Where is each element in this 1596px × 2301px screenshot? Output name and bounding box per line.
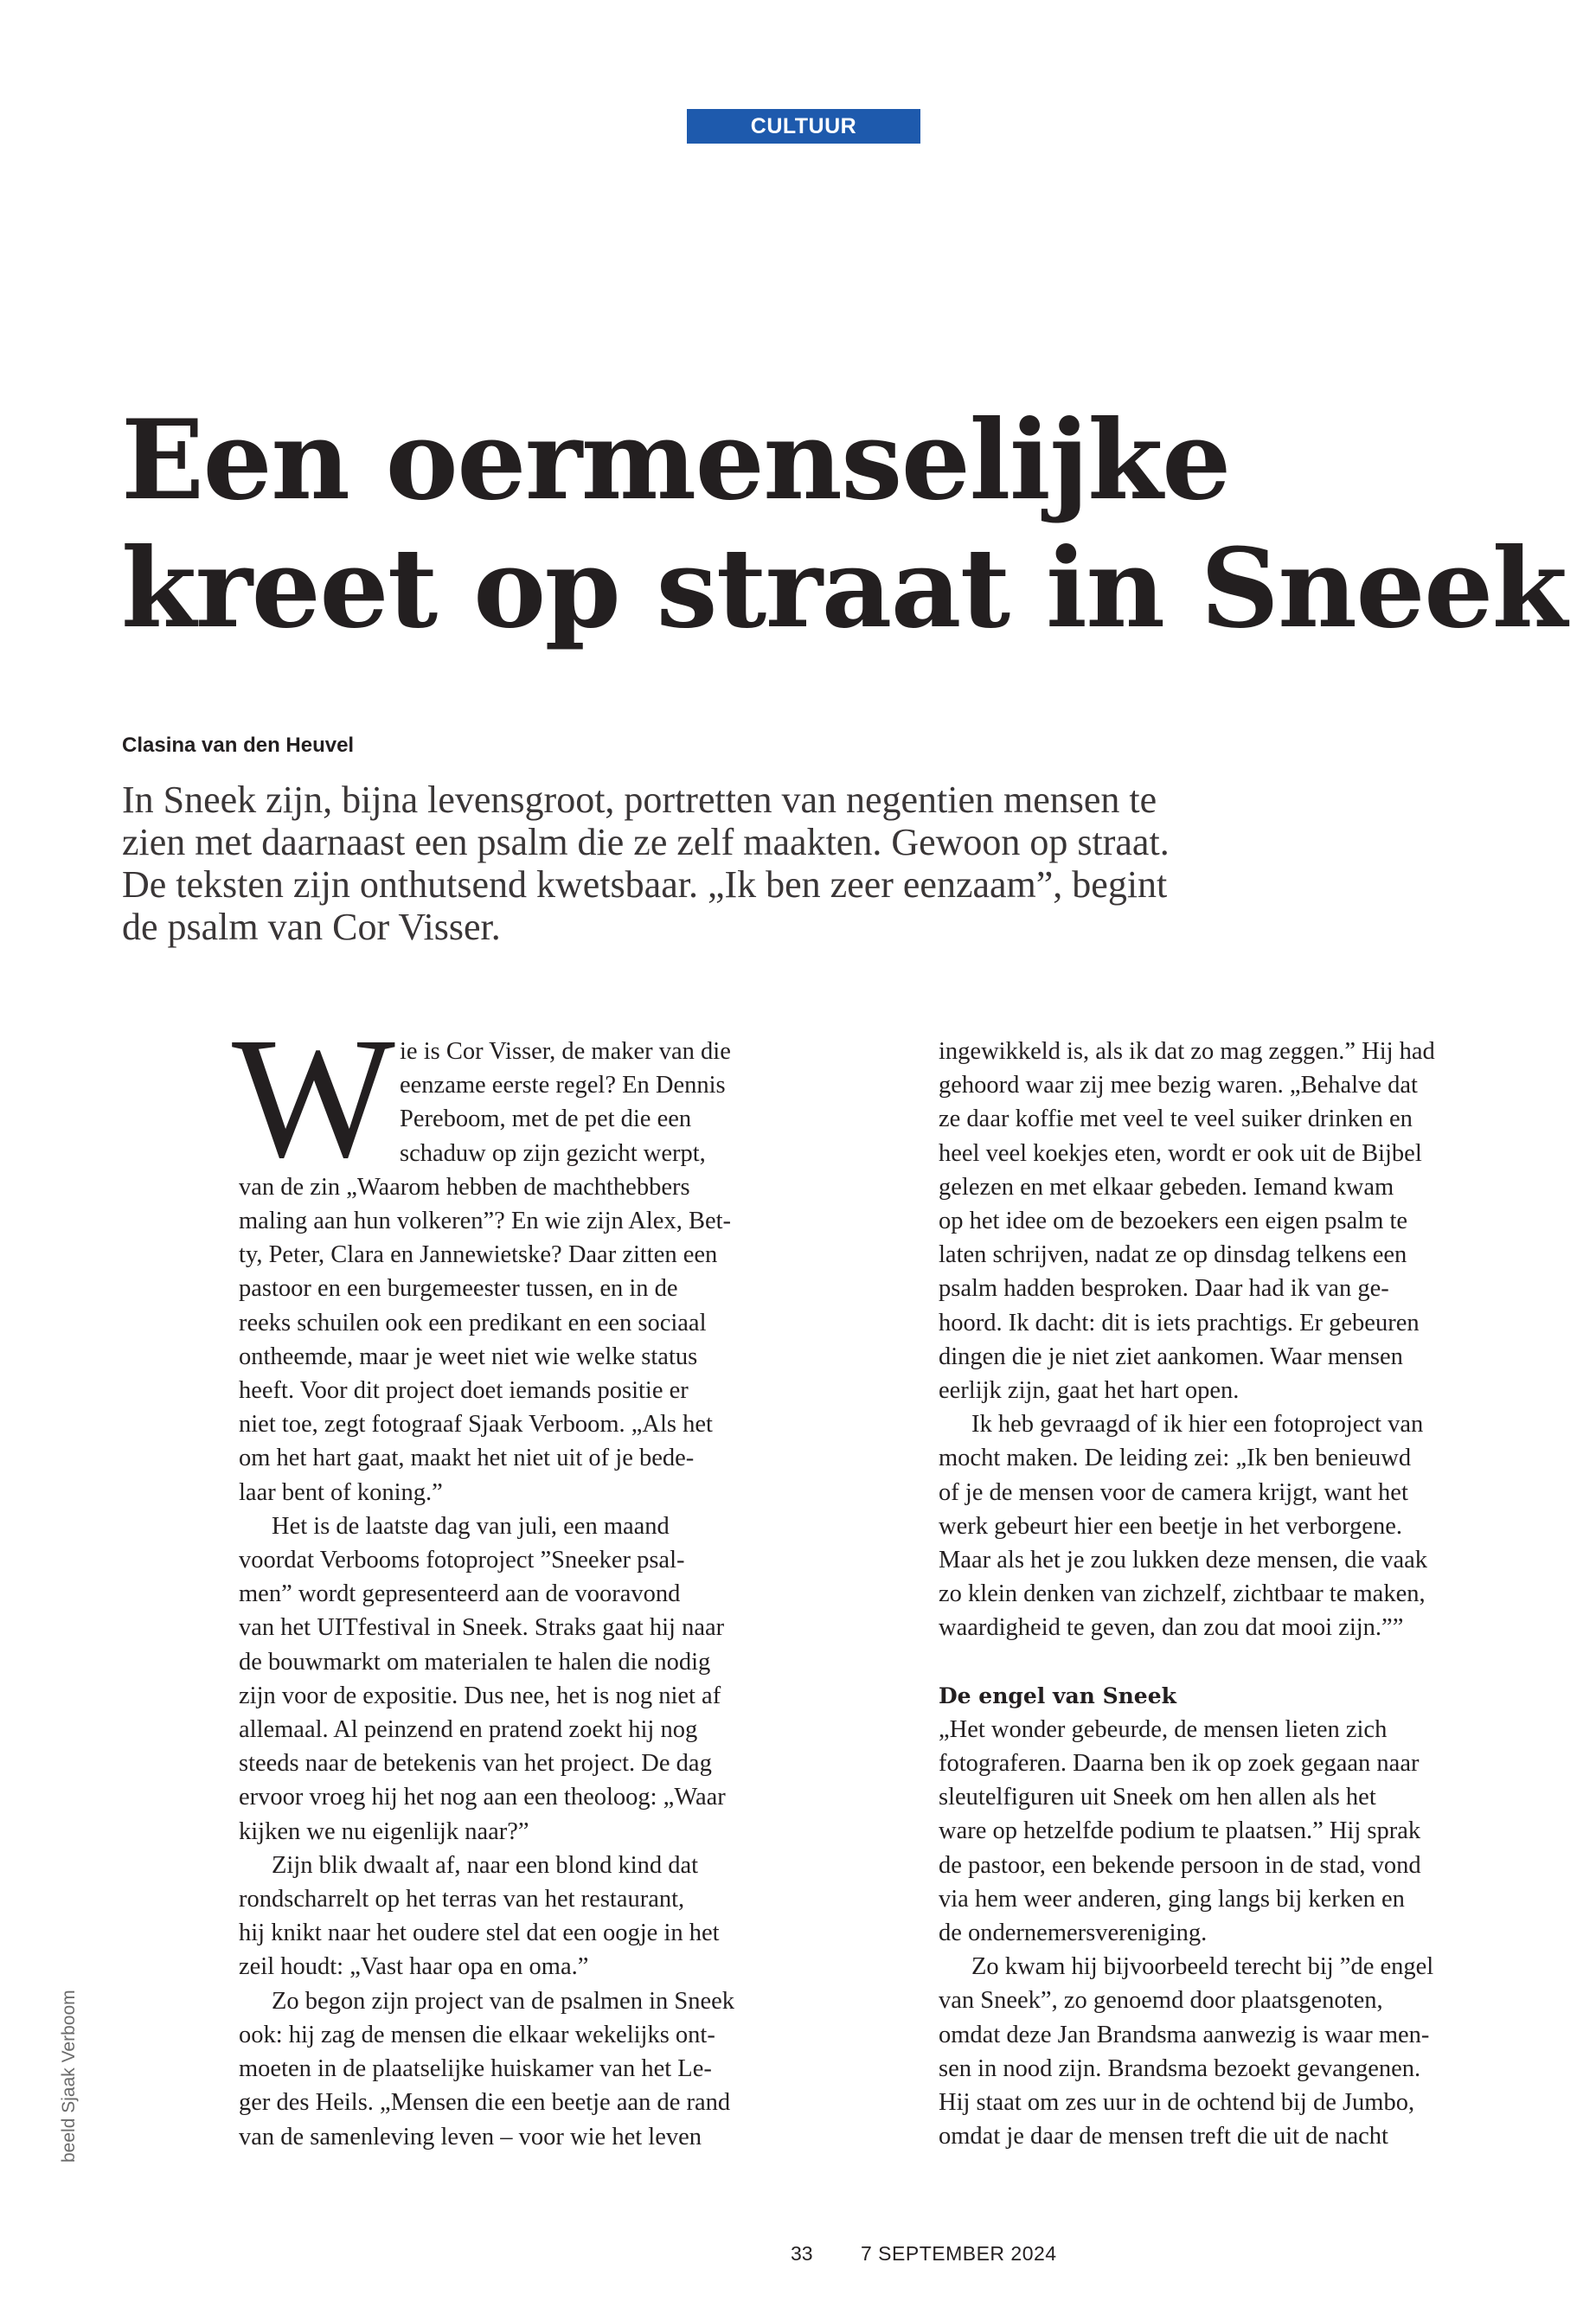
body-line: Het is de laatste dag van juli, een maand <box>272 1512 670 1540</box>
body-line: hij knikt naar het oudere stel dat een oogje in het <box>239 1920 720 1947</box>
body-line: mocht maken. De leiding zei: „Ik ben benieuwd <box>939 1445 1412 1472</box>
body-line: Zijn blik dwaalt af, naar een blond kind dat <box>272 1851 699 1879</box>
lead-line: zien met daarnaast een psalm die ze zelf maakten. Gewoon op straat. <box>122 821 1170 863</box>
body-line: de pastoor, een bekende persoon in de stad, vond <box>939 1851 1421 1879</box>
body-line: eerlijk zijn, gaat het hart open. <box>939 1377 1240 1405</box>
body-line: schaduw op zijn gezicht werpt, <box>400 1139 706 1167</box>
body-line: ook: hij zag de mensen die elkaar wekelijks ont- <box>239 2021 715 2048</box>
headline <box>121 396 1567 652</box>
lead-line: In Sneek zijn, bijna levensgroot, portretten van negentien mensen te <box>122 779 1157 821</box>
body-line: psalm hadden besproken. Daar had ik van ge- <box>939 1275 1389 1303</box>
body-line: werk gebeurt hier een beetje in het verborgene. <box>939 1512 1402 1540</box>
body-line: ger des Heils. „Mensen die een beetje aan de rand <box>239 2089 731 2117</box>
body-line: of je de mensen voor de camera krijgt, want het <box>939 1478 1408 1506</box>
body-line: fotograferen. Daarna ben ik op zoek gegaan naar <box>939 1750 1420 1778</box>
lead-line: de psalm van Cor Visser. <box>122 906 501 948</box>
body-line: zijn voor de expositie. Dus nee, het is nog niet af <box>239 1682 721 1709</box>
body-column-right <box>939 1035 1492 2154</box>
photo-credit: beeld Sjaak Verboom <box>59 1990 79 2163</box>
body-line: Zo kwam hij bijvoorbeeld terecht bij ”de engel <box>971 1953 1434 1981</box>
body-line: heeft. Voor dit project doet iemands positie er <box>239 1377 689 1405</box>
body-line: steeds naar de betekenis van het project. De dag <box>239 1750 712 1778</box>
body-line: allemaal. Al peinzend en pratend zoekt hij nog <box>239 1716 698 1744</box>
body-line: omdat je daar de mensen treft die uit de nacht <box>939 2123 1388 2150</box>
body-line: van het UITfestival in Sneek. Straks gaat hij naar <box>239 1614 725 1642</box>
body-line: hoord. Ik dacht: dit is iets prachtigs. Er gebeuren <box>939 1309 1420 1336</box>
body-line: Ik heb gevraagd of ik hier een fotoproject van <box>971 1411 1424 1439</box>
body-line: ware op hetzelfde podium te plaatsen.” Hij sprak <box>939 1817 1421 1845</box>
body-line: de bouwmarkt om materialen te halen die nodig <box>239 1648 711 1676</box>
body-line: heel veel koekjes eten, wordt er ook uit de Bijbel <box>939 1139 1422 1167</box>
author-byline: Clasina van den Heuvel <box>122 734 355 757</box>
body-line: laten schrijven, nadat ze op dinsdag telkens een <box>939 1241 1407 1269</box>
subheading: De engel van Sneek <box>939 1682 1176 1708</box>
body-line: eenzame eerste regel? En Dennis <box>400 1072 726 1099</box>
body-line: ty, Peter, Clara en Jannewietske? Daar zitten een <box>239 1241 718 1269</box>
headline-line: Een oermenselijke <box>121 396 1230 524</box>
body-line: zo klein denken van zichzelf, zichtbaar te maken, <box>939 1580 1426 1608</box>
body-line: reeks schuilen ook een predikant en een sociaal <box>239 1309 707 1336</box>
body-line: Pereboom, met de pet die een <box>400 1106 692 1133</box>
body-line: via hem weer anderen, ging langs bij kerken en <box>939 1885 1405 1913</box>
body-line: maling aan hun volkeren”? En wie zijn Alex, Bet- <box>239 1208 732 1235</box>
body-column-left <box>239 1035 792 2154</box>
body-line: ontheemde, maar je weet niet wie welke status <box>239 1343 698 1370</box>
body-line: van de zin „Waarom hebben de machthebbers <box>239 1173 690 1201</box>
issue-date: 7 SEPTEMBER 2024 <box>861 2242 1057 2265</box>
lead-paragraph <box>122 779 1170 948</box>
body-line: kijken we nu eigenlijk naar?” <box>239 1817 529 1845</box>
lead-line: De teksten zijn onthutsend kwetsbaar. „Ik ben zeer eenzaam”, begint <box>122 863 1168 906</box>
body-line: om het hart gaat, maakt het niet uit of je bede- <box>239 1445 695 1472</box>
body-line: Hij staat om zes uur in de ochtend bij de Jumbo, <box>939 2089 1415 2117</box>
body-line: „Het wonder gebeurde, de mensen lieten zich <box>939 1715 1388 1743</box>
body-line: zeil houdt: „Vast haar opa en oma.” <box>239 1953 589 1981</box>
body-line: Maar als het je zou lukken deze mensen, die vaak <box>939 1547 1428 1574</box>
page-number: 33 <box>791 2242 813 2265</box>
headline-line: kreet op straat in Sneek <box>121 524 1567 652</box>
body-line: voordat Verbooms fotoproject ”Sneeker psal- <box>239 1547 685 1574</box>
body-line: ervoor vroeg hij het nog aan een theoloog: „Waar <box>239 1784 726 1811</box>
body-line: moeten in de plaatselijke huiskamer van het Le- <box>239 2055 712 2083</box>
body-line: men” wordt gepresenteerd aan de vooravond <box>239 1580 681 1608</box>
body-line: de ondernemersvereniging. <box>939 1920 1208 1947</box>
paragraph-gap <box>939 1645 1492 1679</box>
body-line: omdat deze Jan Brandsma aanwezig is waar men- <box>939 2021 1430 2048</box>
body-line: rondscharrelt op het terras van het restaurant, <box>239 1886 685 1913</box>
body-line: gelezen en met elkaar gebeden. Iemand kwam <box>939 1173 1394 1201</box>
body-line: pastoor en een burgemeester tussen, en in de <box>239 1275 678 1303</box>
body-line: waardigheid te geven, dan zou dat mooi zijn.”” <box>939 1614 1404 1642</box>
body-line: ingewikkeld is, als ik dat zo mag zeggen.” Hij had <box>939 1038 1435 1065</box>
section-label: CULTUUR <box>687 109 920 144</box>
body-line: van de samenleving leven – voor wie het leven <box>239 2123 702 2150</box>
body-line: Zo begon zijn project van de psalmen in Sneek <box>272 1987 735 2015</box>
body-line: ze daar koffie met veel te veel suiker drinken en <box>939 1106 1413 1133</box>
body-line: sleutelfiguren uit Sneek om hen allen als het <box>939 1784 1376 1811</box>
body-line: sen in nood zijn. Brandsma bezoekt gevangenen. <box>939 2054 1421 2082</box>
body-line: dingen die je niet ziet aankomen. Waar mensen <box>939 1343 1403 1370</box>
body-line: laar bent of koning.” <box>239 1478 443 1506</box>
body-line: ie is Cor Visser, de maker van die <box>400 1038 731 1065</box>
body-line: niet toe, zegt fotograaf Sjaak Verboom. „Als het <box>239 1411 713 1439</box>
drop-cap: W <box>232 1003 395 1194</box>
body-line: op het idee om de bezoekers een eigen psalm te <box>939 1208 1408 1235</box>
body-line: van Sneek”, zo genoemd door plaatsgenoten, <box>939 1987 1383 2015</box>
body-line: gehoord waar zij mee bezig waren. „Behalve dat <box>939 1072 1418 1099</box>
